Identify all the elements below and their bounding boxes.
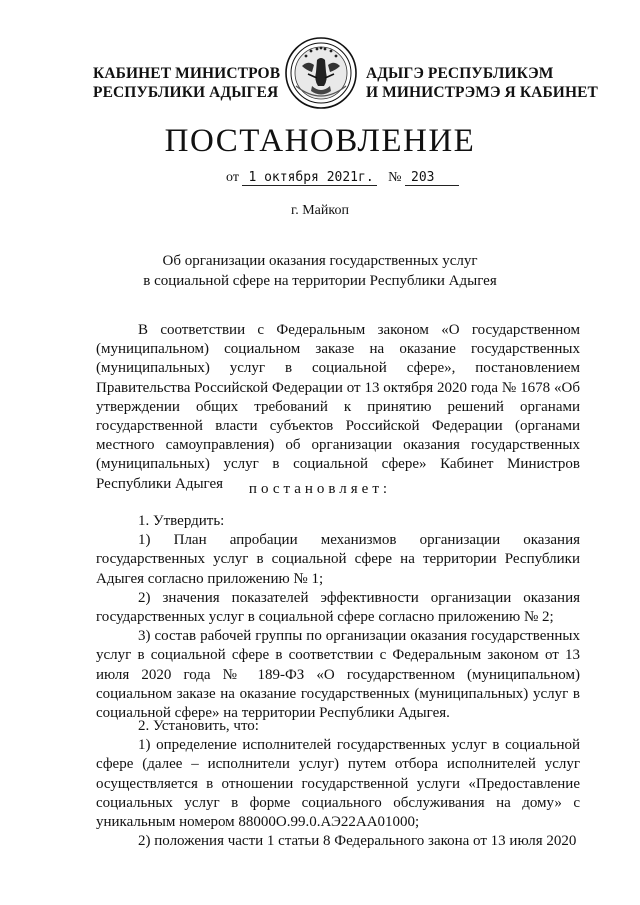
coat-of-arms-icon: [284, 36, 358, 110]
city: г. Майкоп: [291, 203, 349, 218]
section-item: 1) План апробации механизмов организации оказания государственных услуг в социальной сфере на территории Республики Адыгея согласно приложению № 1;: [96, 532, 580, 587]
section-1: [96, 512, 580, 723]
issuer-name-line: И МИНИСТРЭМЭ Я КАБИНЕТ: [366, 84, 598, 101]
issuer-name-russian: [93, 64, 280, 102]
section-item: 2) значения показателей эффективности организации оказания государственных услуг в социальной сфере согласно приложению № 2;: [96, 589, 580, 626]
document-title: ПОСТАНОВЛЕНИЕ: [164, 123, 476, 159]
subject-line: Об организации оказания государственных услуг: [162, 253, 478, 269]
section-2: [96, 717, 580, 851]
document-number: 203: [405, 170, 458, 186]
section-item: 2) положения части 1 статьи 8 Федерального закона от 13 июля 2020: [138, 833, 577, 850]
preamble-paragraph: В соответствии с Федеральным законом «О государственном (муниципальном) социальном заказе на оказание государственных (муниципальных) услуг в социальной сфере», постановлением Правительства Российской Федерации от 13 октября 2020 года № 1678 «Об утверждении общих требований к принятию решений органами государственной власти субъектов Российской Федерации (органами местного самоуправления) об организации оказания государственных (муниципальных) услуг в социальной сфере» Кабинет Министров Республики Адыгея: [96, 322, 580, 492]
from-label: от: [226, 170, 239, 185]
section-heading: 1. Утвердить:: [138, 513, 225, 529]
issuer-name-line: КАБИНЕТ МИНИСТРОВ: [93, 65, 281, 82]
section-item: 3) состав рабочей группы по организации оказания государственных услуг в социальной сфере в соответствии с Федеральным законом от 13 июля 2020 года № 189-ФЗ «О государственном (муниципальном) социальном заказе на оказание государственных (муниципальных) услуг в социальной сфере» на территории Республики Адыгея.: [96, 628, 580, 722]
subject-line: в социальной сфере на территории Республики Адыгея: [143, 273, 497, 289]
preamble: [96, 321, 580, 494]
resolution-keyword: постановляет:: [248, 481, 392, 497]
issuer-name-line: АДЫГЭ РЕСПУБЛИКЭМ: [366, 65, 554, 82]
number-label: №: [388, 170, 402, 185]
document-date: 1 октября 2021г.: [242, 170, 376, 186]
section-heading: 2. Установить, что:: [138, 718, 259, 734]
issuer-name-line: РЕСПУБЛИКИ АДЫГЕЯ: [93, 84, 279, 101]
section-item: 1) определение исполнителей государственных услуг в социальной сфере (далее – исполнители услуг) путем отбора исполнителей услуг осуществляется в отношении государственной услуги «Предоставление социальных услуг в форме социального обслуживания на дому» с уникальным номером 88000О.99.0.АЭ22АА01000;: [96, 737, 580, 831]
document-subject: [100, 251, 540, 291]
date-number-line: [226, 170, 459, 186]
issuer-name-adyghe: [366, 64, 598, 102]
